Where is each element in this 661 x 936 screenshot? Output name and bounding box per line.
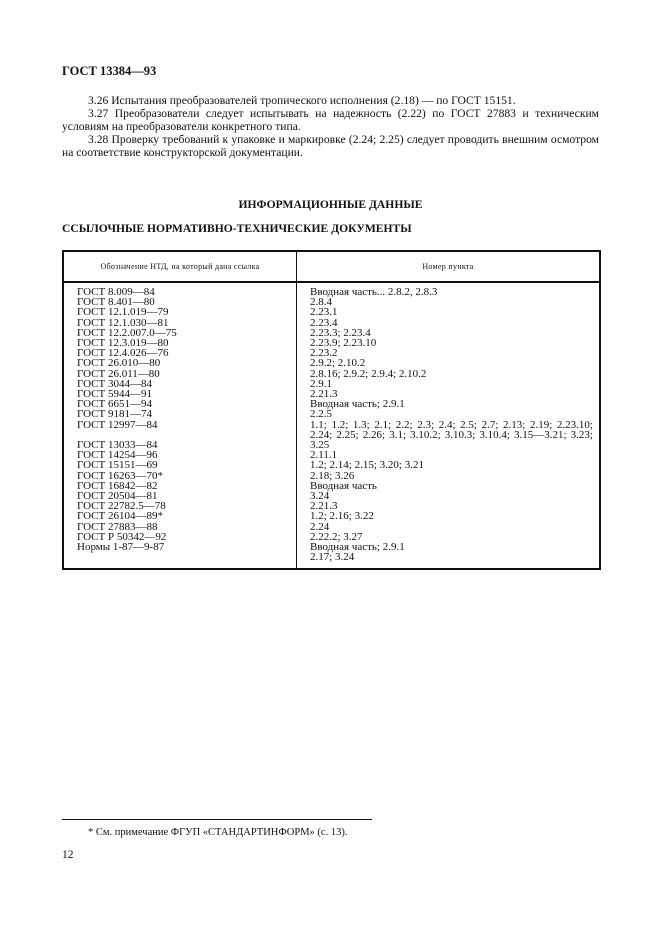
references-table xyxy=(62,250,601,570)
document-designation: ГОСТ 6651—94 xyxy=(77,398,152,411)
footnote: * См. примечание ФГУП «СТАНДАРТИНФОРМ» (с. 13). xyxy=(88,827,348,838)
document-designation: ГОСТ Р 50342—92 xyxy=(77,530,167,543)
clause-numbers: Вводная часть; 2.9.1 xyxy=(310,541,405,554)
clause-numbers: 2.24 xyxy=(310,520,330,533)
document-column xyxy=(63,282,297,569)
clause-numbers: 2.21.3 xyxy=(310,500,338,513)
document-designation: ГОСТ 5944—91 xyxy=(77,388,152,401)
running-header: ГОСТ 13384—93 xyxy=(62,64,157,78)
subsection-title: ССЫЛОЧНЫЕ НОРМАТИВНО-ТЕХНИЧЕСКИЕ ДОКУМЕНТЫ xyxy=(62,222,412,235)
clause-numbers: 2.22.2; 3.27 xyxy=(310,530,363,543)
document-designation: Нормы 1-87—9-87 xyxy=(77,541,165,554)
clause-numbers: 2.9.1 xyxy=(310,377,332,390)
document-designation: ГОСТ 20504—81 xyxy=(77,490,158,503)
document-designation: ГОСТ 12.1.019—79 xyxy=(77,306,169,319)
clause-numbers: 2.18; 3.26 xyxy=(310,469,355,482)
clause-numbers: 2.23.4 xyxy=(310,316,338,329)
clause-numbers: 2.11.1 xyxy=(310,449,338,462)
clause-numbers: 2.23.3; 2.23.4 xyxy=(310,326,371,339)
document-designation: ГОСТ 14254—96 xyxy=(77,449,158,462)
document-designation: ГОСТ 12.1.030—81 xyxy=(77,316,169,329)
clause-numbers: 2.2.5 xyxy=(310,408,332,421)
document-designation: ГОСТ 12997—84 xyxy=(77,418,158,431)
document-designation: ГОСТ 8.009—84 xyxy=(77,286,155,298)
section-title: ИНФОРМАЦИОННЫЕ ДАННЫЕ xyxy=(238,198,423,211)
body-text xyxy=(62,94,599,159)
column-header-document: Обозначение НТД, на который дана ссылка xyxy=(63,251,297,282)
clause-numbers: Вводная часть... 2.8.2, 2.8.3 xyxy=(310,286,438,298)
document-designation: ГОСТ 22782.5—78 xyxy=(77,500,166,513)
document-designation: ГОСТ 8.401—80 xyxy=(77,296,155,309)
clause-numbers: 2.9.2; 2.10.2 xyxy=(310,357,366,370)
document-designation: ГОСТ 16842—82 xyxy=(77,479,158,492)
clause-numbers: 2.17; 3.24 xyxy=(310,551,355,564)
document-designation: ГОСТ 9181—74 xyxy=(77,408,152,421)
page-number: 12 xyxy=(62,849,74,861)
document-designation: ГОСТ 15151—69 xyxy=(77,459,158,472)
clause-numbers: 1.2; 2.14; 2.15; 3.20; 3.21 xyxy=(310,459,424,472)
document-designation: ГОСТ 12.4.026—76 xyxy=(77,347,169,360)
document-designation: ГОСТ 26104—89* xyxy=(77,510,163,523)
footnote-divider xyxy=(62,819,372,820)
document-designation: ГОСТ 27883—88 xyxy=(77,520,158,533)
clause-numbers: 3.24 xyxy=(310,490,330,503)
clause-numbers: 2.23.2 xyxy=(310,347,338,360)
document-designation: ГОСТ 3044—84 xyxy=(77,377,152,390)
column-header-clause: Номер пункта xyxy=(297,251,601,282)
document-designation: ГОСТ 13033—84 xyxy=(77,439,158,452)
clause-numbers: 2.8.16; 2.9.2; 2.9.4; 2.10.2 xyxy=(310,367,427,380)
paragraph: 3.27 Преобразователи следует испытывать на надежность (2.22) по ГОСТ 27883 и техническим условиям на преобразователи конкретного типа. xyxy=(62,107,599,133)
clause-numbers: 2.23.9; 2.23.10 xyxy=(310,337,377,350)
paragraph: 3.28 Проверку требований к упаковке и маркировке (2.24; 2.25) следует проводить внешним осмотром на соответствие конструкторской документации. xyxy=(62,133,599,159)
paragraph: 3.26 Испытания преобразователей тропического исполнения (2.18) — по ГОСТ 15151. xyxy=(88,94,516,107)
clause-numbers: 2.21.3 xyxy=(310,388,338,401)
clause-numbers: Вводная часть; 2.9.1 xyxy=(310,398,405,411)
document-designation: ГОСТ 26.010—80 xyxy=(77,357,161,370)
clause-column xyxy=(297,282,601,569)
document-designation: ГОСТ 12.2.007.0—75 xyxy=(77,326,177,339)
document-designation: ГОСТ 16263—70* xyxy=(77,469,163,482)
clause-numbers: 2.23.1 xyxy=(310,306,338,319)
document-designation: ГОСТ 12.3.019—80 xyxy=(77,337,169,350)
document-designation: ГОСТ 26.011—80 xyxy=(77,367,160,380)
clause-numbers: 2.8.4 xyxy=(310,296,332,309)
clause-numbers: 1.2; 2.16; 3.22 xyxy=(310,510,374,523)
clause-numbers: Вводная часть xyxy=(310,479,377,492)
clause-numbers: 1.1; 1.2; 1.3; 2.1; 2.2; 2.3; 2.4; 2.5; 2.7; 2.13; 2.19; 2.23.10; 2.24; 2.25; 2.26; 3.1; 3.10.2; 3.10.3; 3.10.4; 3.15—3.21; 3.23; 3.25 xyxy=(310,418,593,452)
